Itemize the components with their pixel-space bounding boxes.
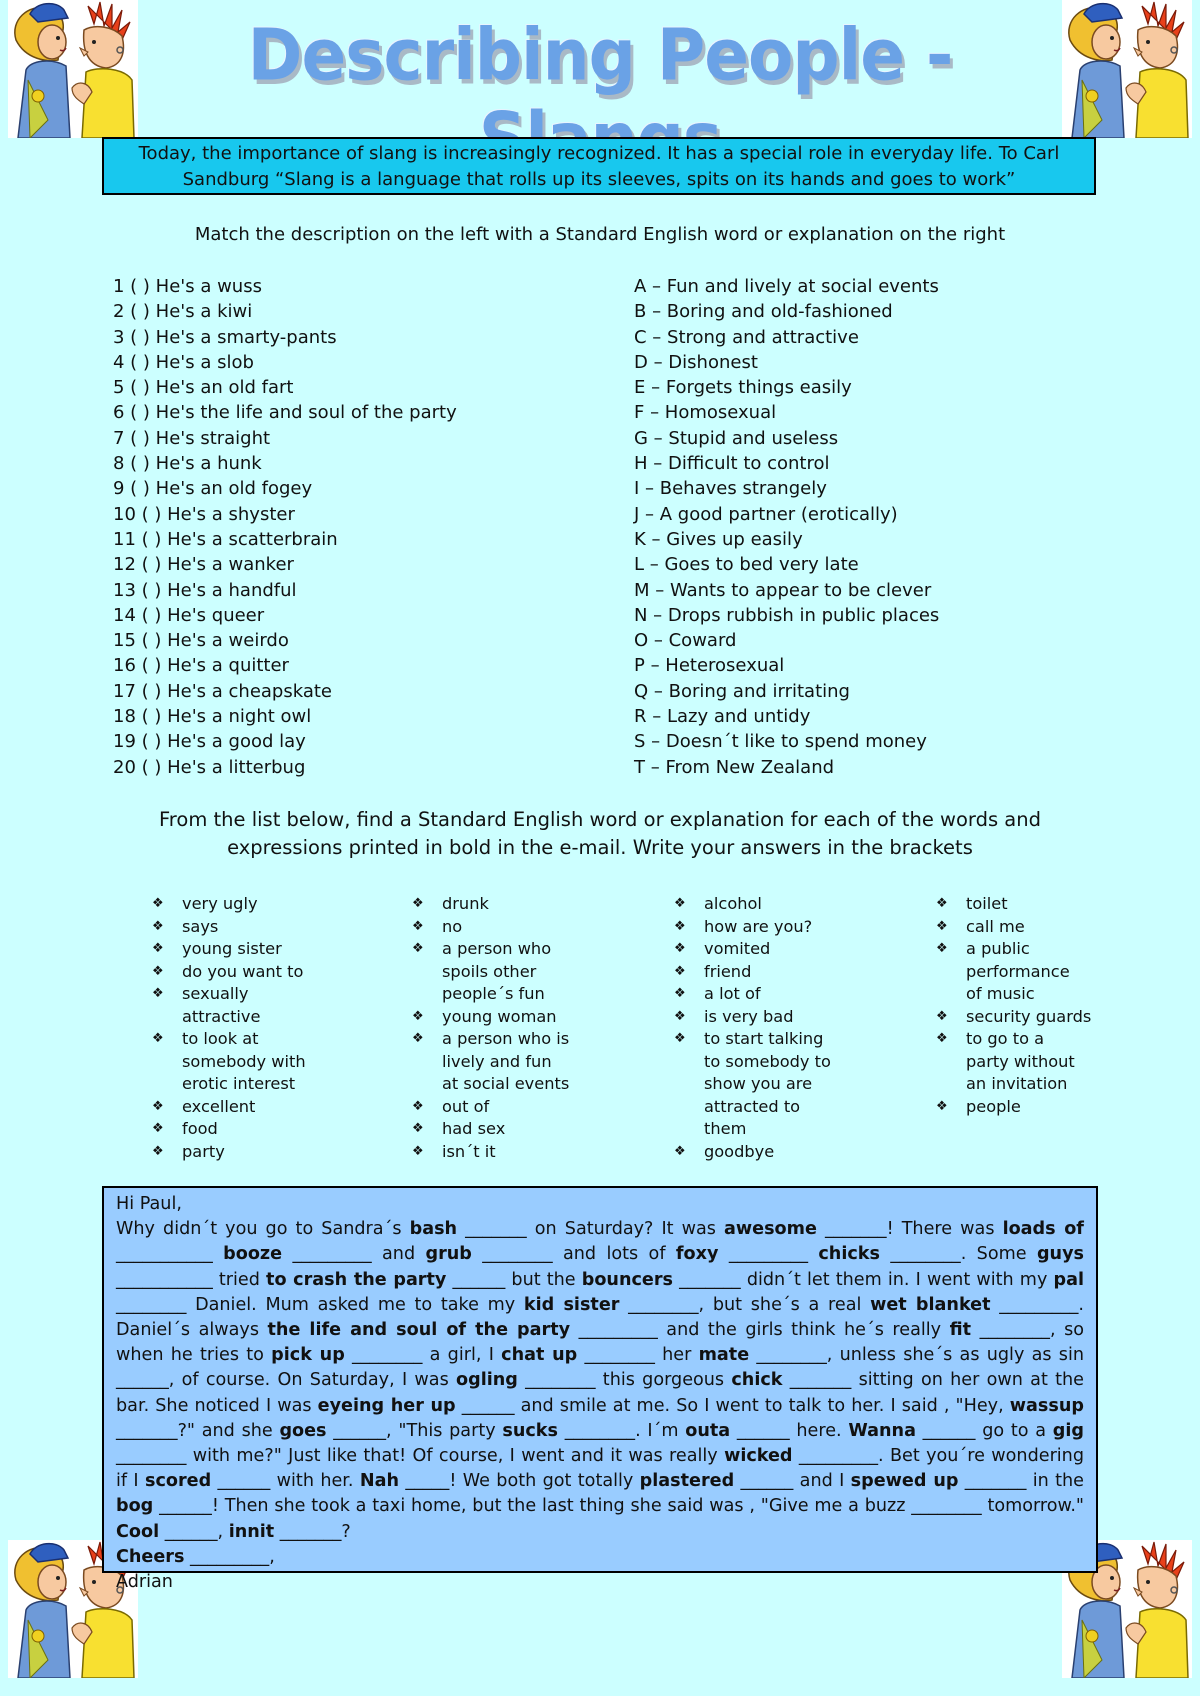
- word-list-item: [670, 1141, 840, 1164]
- bullet-icon: ❖: [152, 918, 164, 934]
- slang-term: bash: [409, 1219, 458, 1240]
- slang-term: wassup: [1009, 1395, 1084, 1416]
- word-list-item: [148, 1096, 318, 1119]
- slang-term: outa: [685, 1420, 731, 1441]
- word-list-item: [670, 938, 840, 961]
- word-list-text: party: [182, 1141, 225, 1161]
- slang-item: 9 ( ) He's an old fogey: [113, 478, 313, 500]
- word-list-text: says: [182, 916, 219, 936]
- word-list-text: very ugly: [182, 894, 258, 913]
- word-list-text: show you are: [704, 1074, 813, 1093]
- word-list-text: how are you?: [704, 916, 813, 936]
- slang-term: booze: [223, 1244, 283, 1265]
- email-text: _______ on Saturday? It was: [457, 1219, 725, 1240]
- word-list-text: an invitation: [966, 1074, 1068, 1093]
- intro-quote-box: Today, the importance of slang is increasingly recognized. It has a special role in everyday life. To Carl Sandburg “Slang is a language that rolls up its sleeves, spits on its hands and goes to work”: [102, 137, 1096, 195]
- word-list-item: [932, 916, 1102, 939]
- bullet-icon: ❖: [674, 963, 686, 979]
- email-text: ______! Then she took a taxi home, but the last thing she said was , "Give me a buzz ________ tomorrow.": [153, 1496, 1084, 1517]
- email-text: ________ her: [577, 1345, 699, 1366]
- slang-term: grub: [425, 1244, 472, 1265]
- email-text: ________, so when he tries to: [116, 1320, 1084, 1366]
- bullet-icon: ❖: [412, 1098, 424, 1114]
- bullet-icon: ❖: [412, 941, 424, 956]
- bullet-icon: ❖: [674, 896, 686, 911]
- email-closing-blank: _________,: [184, 1546, 275, 1567]
- bullet-icon: ❖: [412, 1121, 424, 1136]
- word-list-item: [670, 916, 840, 939]
- slang-item: 8 ( ) He's a hunk: [113, 453, 262, 475]
- bullet-icon: ❖: [412, 918, 424, 934]
- word-list-text: is very bad: [704, 1006, 794, 1026]
- slang-item: 7 ( ) He's straight: [113, 427, 271, 449]
- word-list-text: party without: [966, 1051, 1075, 1071]
- word-list-item: [148, 1028, 318, 1096]
- meaning-item: O – Coward: [634, 630, 737, 652]
- bullet-icon: ❖: [936, 896, 948, 911]
- slang-term: kid sister: [523, 1294, 620, 1315]
- email-closing: [116, 1545, 1084, 1570]
- slang-description-list: [113, 274, 583, 780]
- meaning-item: J – A good partner (erotically): [634, 503, 898, 525]
- word-list-text: alcohol: [704, 894, 762, 913]
- word-list-item: [408, 1028, 578, 1096]
- meaning-item: A – Fun and lively at social events: [634, 276, 939, 297]
- word-list-text: security guards: [966, 1006, 1092, 1026]
- bullet-icon: ❖: [152, 896, 164, 911]
- email-text: _________: [718, 1244, 819, 1265]
- meaning-item: M – Wants to appear to be clever: [634, 579, 932, 601]
- slang-term: goes: [279, 1420, 327, 1441]
- slang-term: pick up: [271, 1345, 345, 1366]
- slang-term: guys: [1036, 1244, 1085, 1265]
- slang-term: wet blanket: [870, 1294, 991, 1315]
- bullet-icon: ❖: [152, 1143, 164, 1159]
- slang-term: awesome: [724, 1219, 817, 1240]
- meaning-item: L – Goes to bed very late: [634, 554, 859, 576]
- slang-item: 15 ( ) He's a weirdo: [113, 630, 289, 652]
- email-greeting: Hi Paul,: [116, 1194, 182, 1214]
- email-text: ________, unless she´s as ugly as sin ______, of course. On Saturday, I was: [116, 1345, 1084, 1391]
- word-list-column-4: [932, 893, 1102, 1118]
- word-list-text: sexually: [182, 984, 249, 1003]
- email-text: _________ and the girls think he´s really: [570, 1320, 950, 1341]
- word-list-text: lively and fun: [442, 1051, 552, 1071]
- word-list-text: excellent: [182, 1096, 256, 1116]
- bullet-icon: ❖: [936, 1031, 948, 1046]
- bullet-icon: ❖: [936, 941, 948, 956]
- meaning-item: C – Strong and attractive: [634, 326, 859, 348]
- word-list-item: [148, 893, 318, 916]
- bullet-icon: ❖: [412, 1143, 424, 1159]
- word-list-item: [148, 1118, 318, 1141]
- meaning-item: G – Stupid and useless: [634, 427, 839, 449]
- bullet-icon: ❖: [674, 918, 686, 934]
- word-list-text: call me: [966, 916, 1025, 936]
- word-list-item: [932, 893, 1102, 916]
- email-text: _______ didn´t let them in. I went with my: [673, 1269, 1054, 1290]
- word-list-item: [408, 1118, 578, 1141]
- word-list-text: had sex: [442, 1119, 506, 1138]
- email-text: ___________ tried: [116, 1269, 267, 1290]
- slang-term: pal: [1053, 1269, 1084, 1290]
- slang-item: 11 ( ) He's a scatterbrain: [113, 528, 338, 550]
- word-list-item: [670, 961, 840, 984]
- slang-term: the life and soul of the party: [267, 1320, 571, 1341]
- bullet-icon: ❖: [152, 941, 164, 956]
- meaning-item: N – Drops rubbish in public places: [634, 604, 940, 626]
- email-text: _______ in the: [958, 1471, 1084, 1492]
- email-text: ________. Some: [879, 1244, 1037, 1265]
- email-text: ________, but she´s a real: [619, 1294, 871, 1315]
- bullet-icon: ❖: [412, 896, 424, 911]
- slang-item: 16 ( ) He's a quitter: [113, 655, 289, 677]
- email-text: ______ and smile at me. So I went to talk to her. I said , "Hey,: [455, 1395, 1010, 1416]
- slang-term: spewed up: [850, 1471, 959, 1492]
- slang-term: eyeing her up: [317, 1395, 456, 1416]
- word-list-text: attracted to: [704, 1096, 801, 1116]
- slang-item: 1 ( ) He's a wuss: [113, 276, 262, 297]
- email-text: _____! We both got totally: [399, 1471, 640, 1492]
- bullet-icon: ❖: [152, 1121, 164, 1136]
- slang-term: mate: [698, 1345, 750, 1366]
- word-list-text: food: [182, 1119, 218, 1138]
- slang-term: plastered: [639, 1471, 735, 1492]
- email-text: ______ here.: [730, 1420, 849, 1441]
- meaning-item: B – Boring and old-fashioned: [634, 301, 893, 323]
- email-closing-word: Cheers: [116, 1546, 185, 1567]
- slang-item: 13 ( ) He's a handful: [113, 579, 297, 601]
- word-list-text: isn´t it: [442, 1141, 496, 1161]
- slang-term: wicked: [724, 1446, 793, 1467]
- bullet-icon: ❖: [152, 986, 164, 1001]
- slang-term: gig: [1052, 1420, 1084, 1441]
- email-text: ______, "This party: [326, 1420, 503, 1441]
- slang-term: bouncers: [581, 1269, 673, 1290]
- bullet-icon: ❖: [674, 1143, 686, 1159]
- word-list-text: a public: [966, 939, 1030, 958]
- word-list-column-3: [670, 893, 840, 1163]
- bullet-icon: ❖: [152, 1098, 164, 1114]
- word-list-text: to start talking: [704, 1029, 824, 1048]
- email-text: ___________: [116, 1244, 224, 1265]
- slang-term: foxy: [675, 1244, 719, 1265]
- email-signature: Adrian: [116, 1572, 173, 1593]
- word-list-text: to go to a: [966, 1029, 1045, 1048]
- page-title: Describing People -: [247, 13, 953, 97]
- slang-term: scored: [144, 1471, 212, 1492]
- word-list-item: [148, 1141, 318, 1164]
- slang-item: 18 ( ) He's a night owl: [113, 706, 312, 728]
- word-list-text: of music: [966, 984, 1035, 1003]
- slang-term: Cool: [116, 1521, 160, 1542]
- word-list-text: people: [966, 1096, 1021, 1116]
- email-text: _______! There was: [816, 1219, 1003, 1240]
- meaning-item: D – Dishonest: [634, 351, 758, 373]
- word-list-text: do you want to: [182, 961, 304, 981]
- word-list-column-2: [408, 893, 578, 1163]
- word-list-item: [148, 983, 318, 1028]
- email-text: ________. I´m: [557, 1420, 686, 1441]
- email-text: ________ this gorgeous: [517, 1370, 732, 1391]
- bullet-icon: ❖: [674, 1008, 686, 1024]
- email-text: Why didn´t you go to Sandra´s: [116, 1219, 410, 1240]
- matching-instruction: Match the description on the left with a Standard English word or explanation on the right: [194, 224, 1006, 245]
- email-text: _________. Bet you´re wondering if I: [116, 1446, 1085, 1492]
- email-instruction-line-2: expressions printed in bold in the e-mail. Write your answers in the brackets: [227, 836, 973, 859]
- bullet-icon: ❖: [674, 986, 686, 1001]
- email-text: _________. Daniel´s always: [116, 1294, 1084, 1341]
- slang-term: sucks: [502, 1420, 558, 1441]
- corner-cartoon-top-left: [8, 0, 138, 138]
- meaning-item: E – Forgets things easily: [634, 377, 852, 399]
- word-list-item: [408, 938, 578, 1006]
- meaning-item: P – Heterosexual: [634, 655, 785, 677]
- word-list-text: young sister: [182, 939, 282, 958]
- word-list-text: a lot of: [704, 984, 761, 1003]
- email-text: ______ go to a: [915, 1420, 1053, 1441]
- slang-term: innit: [228, 1521, 275, 1542]
- meaning-item: Q – Boring and irritating: [634, 680, 850, 702]
- slang-item: 5 ( ) He's an old fart: [113, 377, 294, 399]
- slang-term: Wanna: [848, 1420, 916, 1441]
- word-list-item: [932, 1096, 1102, 1119]
- meaning-item: K – Gives up easily: [634, 528, 803, 550]
- word-list-text: no: [442, 916, 463, 936]
- email-text: ______ but the: [446, 1269, 582, 1290]
- word-list-item: [408, 1006, 578, 1029]
- word-list-item: [932, 1028, 1102, 1096]
- word-list-text: somebody with: [182, 1051, 306, 1071]
- word-list-text: out of: [442, 1096, 490, 1116]
- meaning-item: F – Homosexual: [634, 402, 777, 424]
- meaning-item: I – Behaves strangely: [634, 478, 827, 500]
- bullet-icon: ❖: [674, 941, 686, 956]
- word-list-text: friend: [704, 961, 752, 981]
- slang-item: 3 ( ) He's a smarty-pants: [113, 326, 337, 348]
- word-list-text: a person who is: [442, 1029, 570, 1048]
- corner-cartoon-top-right: [1062, 0, 1192, 138]
- word-list-text: performance: [966, 961, 1070, 981]
- slang-term: to crash the party: [266, 1269, 447, 1290]
- bullet-icon: ❖: [936, 1098, 948, 1114]
- bullet-icon: ❖: [936, 1008, 948, 1024]
- word-list-text: vomited: [704, 939, 771, 958]
- email-box: [102, 1186, 1098, 1593]
- email-instruction-line-1: From the list below, find a Standard English word or explanation for each of the words and: [159, 808, 1041, 831]
- meaning-item: H – Difficult to control: [634, 453, 830, 475]
- bullet-icon: ❖: [412, 1008, 424, 1024]
- word-list-item: [408, 893, 578, 916]
- word-list-text: a person who: [442, 939, 552, 958]
- word-list-item: [148, 961, 318, 984]
- word-list-text: erotic interest: [182, 1074, 296, 1093]
- email-text: ________ with me?" Just like that! Of course, I went and it was really: [116, 1446, 725, 1467]
- slang-item: 20 ( ) He's a litterbug: [113, 756, 306, 778]
- slang-term: Nah: [359, 1471, 399, 1492]
- slang-term: ogling: [456, 1370, 518, 1391]
- slang-term: chicks: [818, 1244, 880, 1265]
- email-body: [116, 1217, 1084, 1545]
- word-list-item: [408, 1096, 578, 1119]
- word-list-text: attractive: [182, 1006, 261, 1026]
- word-list-item: [408, 916, 578, 939]
- meaning-item: R – Lazy and untidy: [634, 706, 811, 728]
- word-list-item: [932, 1006, 1102, 1029]
- word-list-item: [932, 938, 1102, 1006]
- word-list-text: to somebody to: [704, 1051, 831, 1071]
- word-list-item: [670, 893, 840, 916]
- bullet-icon: ❖: [152, 1031, 164, 1046]
- word-list-text: them: [704, 1119, 747, 1138]
- slang-item: 19 ( ) He's a good lay: [113, 731, 306, 753]
- word-list-text: people´s fun: [442, 984, 545, 1003]
- email-text: _______ sitting on her own at the bar. She noticed I was: [116, 1370, 1084, 1416]
- slang-item: 12 ( ) He's a wanker: [113, 554, 294, 576]
- bullet-icon: ❖: [936, 918, 948, 934]
- email-text: _______?: [274, 1521, 351, 1542]
- word-list-item: [408, 1141, 578, 1164]
- bullet-icon: ❖: [412, 1031, 424, 1046]
- bullet-icon: ❖: [674, 1031, 686, 1046]
- email-text: ________ a girl, I: [344, 1345, 502, 1366]
- meaning-item: T – From New Zealand: [634, 756, 835, 778]
- word-list-text: drunk: [442, 894, 489, 913]
- slang-item: 17 ( ) He's a cheapskate: [113, 680, 333, 702]
- word-list-column-1: [148, 893, 318, 1163]
- slang-item: 14 ( ) He's queer: [113, 604, 265, 626]
- email-text: ______,: [159, 1521, 229, 1542]
- slang-term: fit: [949, 1320, 972, 1341]
- standard-english-list: [634, 274, 1104, 780]
- email-text: _______?" and she: [116, 1420, 280, 1441]
- word-list-item: [148, 938, 318, 961]
- email-text: _________ and: [282, 1244, 426, 1265]
- slang-term: chat up: [501, 1345, 578, 1366]
- slang-item: 4 ( ) He's a slob: [113, 351, 254, 373]
- word-list-text: at social events: [442, 1074, 570, 1093]
- word-list-text: young woman: [442, 1006, 557, 1026]
- word-list-item: [670, 1028, 840, 1141]
- word-list-item: [148, 916, 318, 939]
- slang-term: chick: [731, 1370, 783, 1391]
- word-list-item: [670, 983, 840, 1006]
- word-list-text: toilet: [966, 894, 1008, 913]
- meaning-item: S – Doesn´t like to spend money: [634, 731, 927, 753]
- email-text: ______ with her.: [211, 1471, 360, 1492]
- slang-term: loads of: [1002, 1219, 1084, 1240]
- slang-item: 10 ( ) He's a shyster: [113, 503, 295, 525]
- bullet-icon: ❖: [152, 963, 164, 979]
- email-instruction: [100, 806, 1100, 862]
- word-list-item: [670, 1006, 840, 1029]
- word-list-text: to look at: [182, 1029, 259, 1048]
- slang-item: 6 ( ) He's the life and soul of the party: [113, 402, 457, 424]
- email-text: ________ Daniel. Mum asked me to take my: [116, 1294, 524, 1315]
- slang-item: 2 ( ) He's a kiwi: [113, 301, 253, 323]
- email-text: ______ and I: [734, 1471, 851, 1492]
- word-list-text: goodbye: [704, 1141, 775, 1161]
- email-text: ________ and lots of: [471, 1244, 676, 1265]
- word-list-text: spoils other: [442, 961, 537, 981]
- slang-term: bog: [116, 1496, 154, 1517]
